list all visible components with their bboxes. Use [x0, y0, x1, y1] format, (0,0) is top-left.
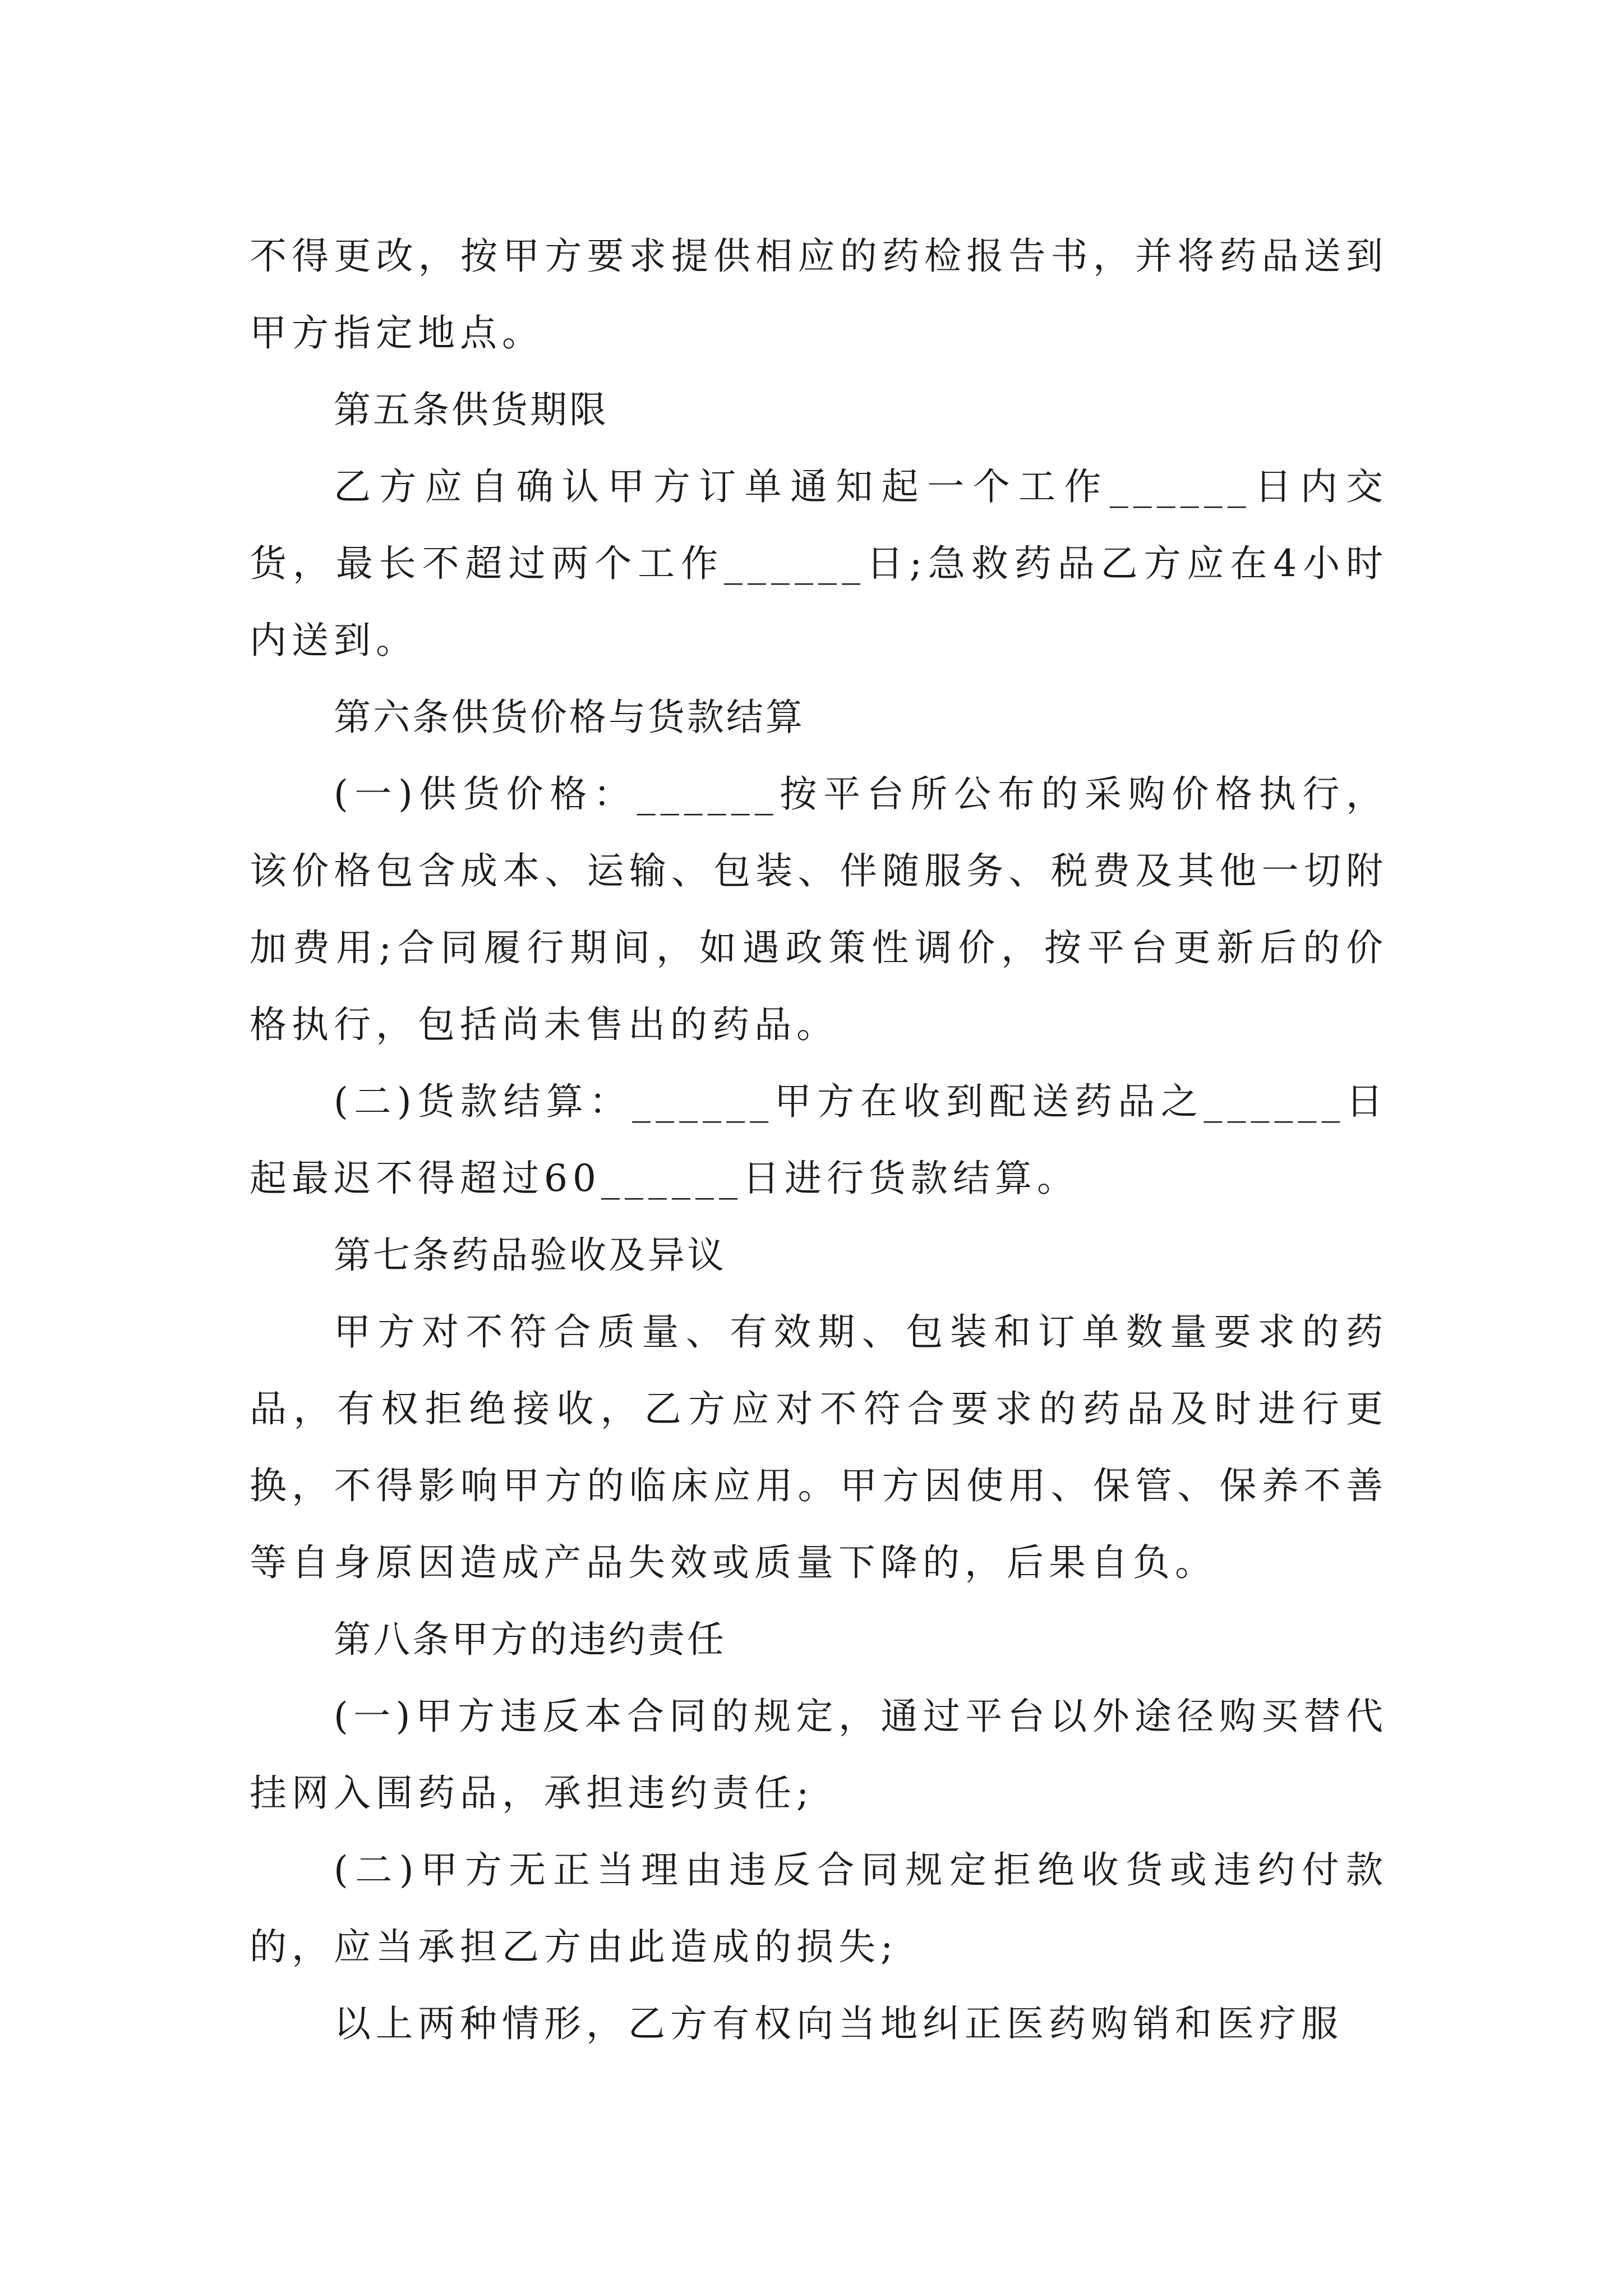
- paragraph-delivery-deadline: 乙方应自确认甲方订单通知起一个工作______日内交货，最长不超过两个工作______日;急救药品乙方应在4小时内送到。: [250, 465, 1388, 662]
- article-8-heading: 第八条甲方的违约责任: [334, 1618, 726, 1661]
- article-7-heading: 第七条药品验收及异议: [334, 1234, 726, 1277]
- document-body: [250, 218, 1388, 2062]
- paragraph-payment-settlement: (二)货款结算：______甲方在收到配送药品之______日起最迟不得超过60______日进行货款结算。: [250, 1080, 1388, 1200]
- article-5-heading: 第五条供货期限: [334, 388, 608, 431]
- paragraph-remedy: 以上两种情形，乙方有权向当地纠正医药购销和医疗服: [334, 2002, 1343, 2045]
- article-6-heading: 第六条供货价格与货款结算: [334, 696, 805, 739]
- paragraph-delivery-continued: 不得更改，按甲方要求提供相应的药检报告书，并将药品送到甲方指定地点。: [250, 234, 1388, 355]
- paragraph-acceptance: 甲方对不符合质量、有效期、包装和订单数量要求的药品，有权拒绝接收，乙方应对不符合要求的药品及时进行更换，不得影响甲方的临床应用。甲方因使用、保管、保养不善等自身原因造成产品失效或质量下降的，后果自负。: [250, 1310, 1388, 1584]
- paragraph-breach-1: (一)甲方违反本合同的规定，通过平台以外途径购买替代挂网入围药品，承担违约责任;: [250, 1695, 1388, 1815]
- paragraph-supply-price: (一)供货价格：______按平台所公布的采购价格执行，该价格包含成本、运输、包装、伴随服务、税费及其他一切附加费用;合同履行期间，如遇政策性调价，按平台更新后的价格执行，包括尚未售出的药品。: [250, 772, 1388, 1046]
- paragraph-breach-2: (二)甲方无正当理由违反合同规定拒绝收货或违约付款的，应当承担乙方由此造成的损失;: [250, 1848, 1388, 1968]
